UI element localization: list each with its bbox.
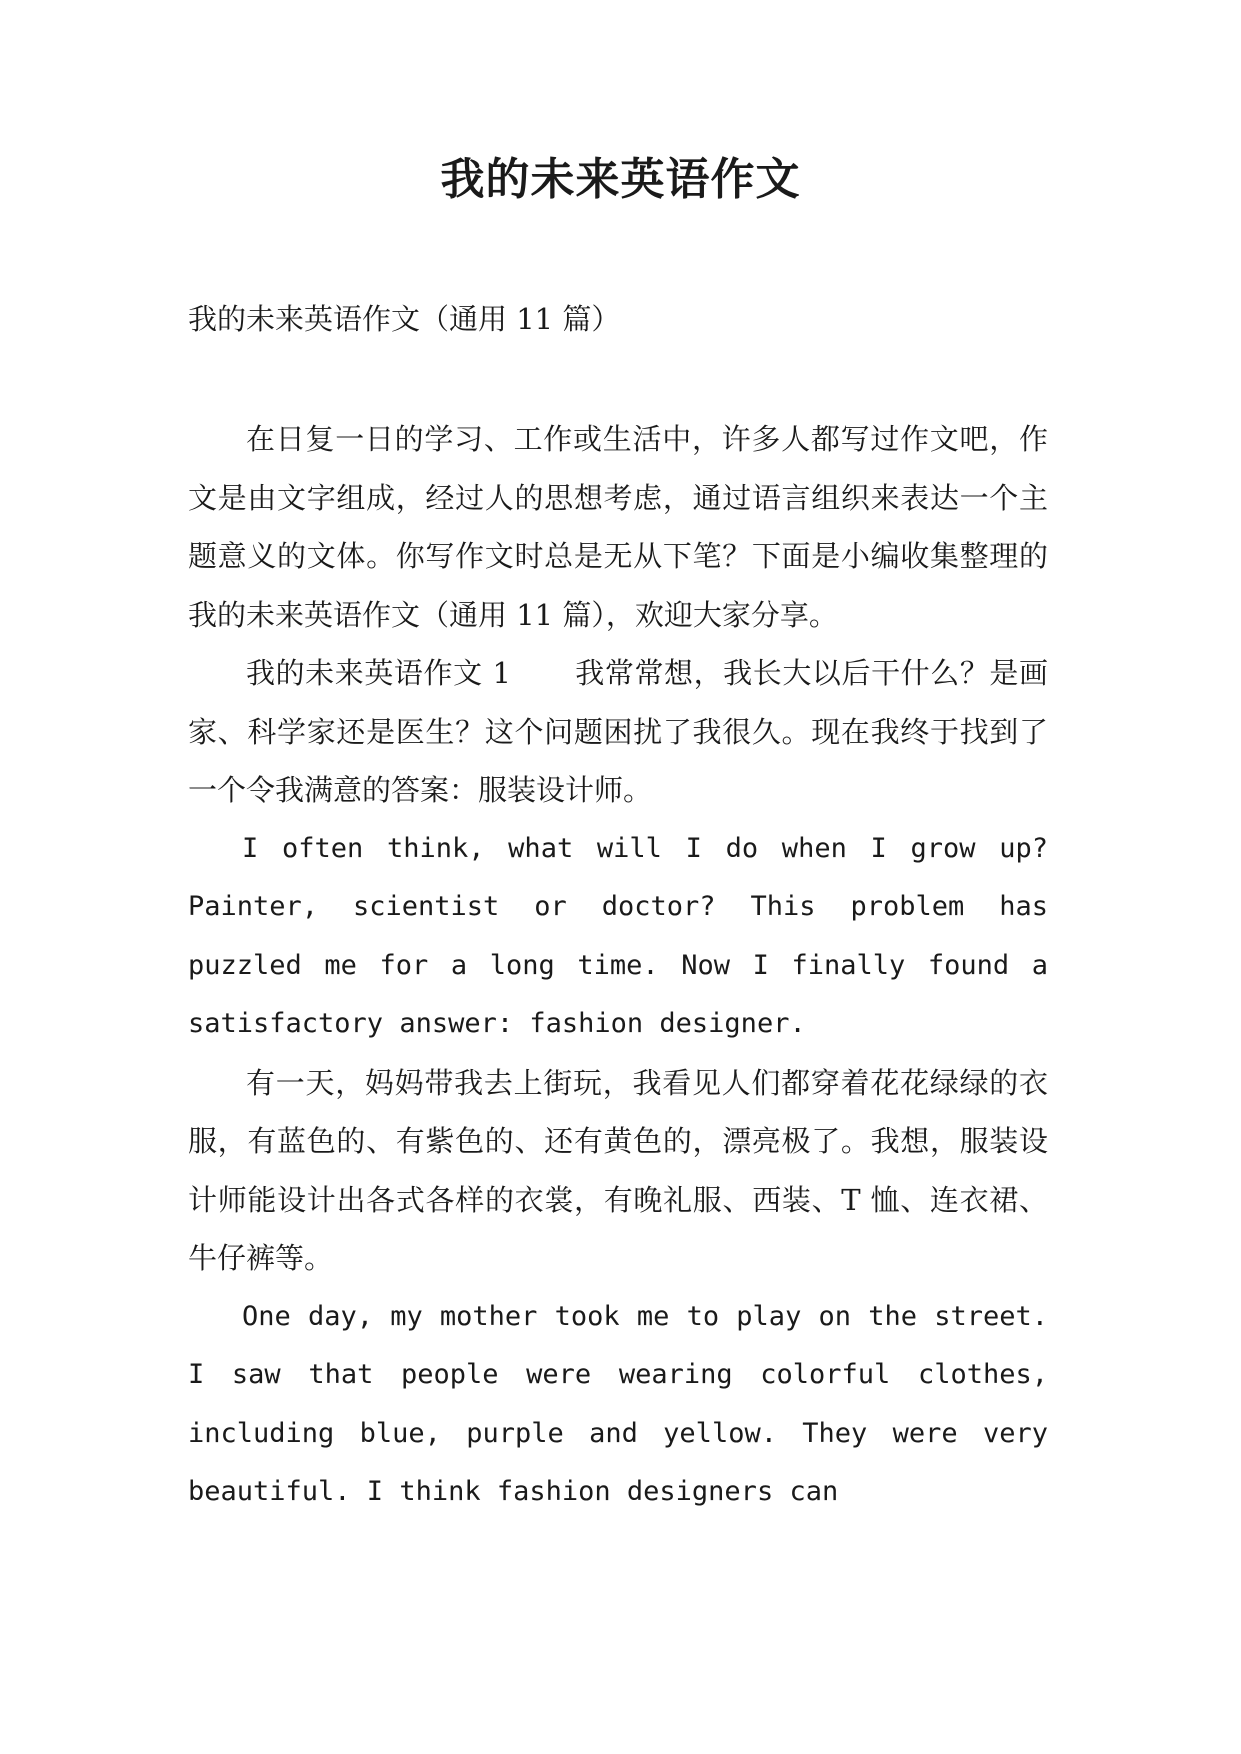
essay1-chinese-paragraph-1 xyxy=(188,644,1048,820)
essay-heading: 我的未来英语作文 1 xyxy=(246,656,511,690)
essay1-chinese-text-1: 我常常想，我长大以后干什么？是画家、科学家还是医生？这个问题困扰了我很久。现在我终于找到了一个令我满意的答案：服装设计师。 xyxy=(188,656,1048,807)
essay1-chinese-paragraph-2: 有一天，妈妈带我去上街玩，我看见人们都穿着花花绿绿的衣服，有蓝色的、有紫色的、还有黄色的，漂亮极了。我想，服装设计师能设计出各式各样的衣裳，有晚礼服、西装、T 恤、连衣裙、牛仔裤等。 xyxy=(188,1065,1048,1275)
essay1-english-paragraph-1: I often think, what will I do when I grow up? Painter, scientist or doctor? This problem has puzzled me for a long time. Now I finally found a satisfactory answer: fashion designer. xyxy=(188,832,1048,1039)
document-title: 我的未来英语作文 xyxy=(440,154,801,205)
document-body xyxy=(188,290,1048,1522)
essay1-english-paragraph-2: One day, my mother took me to play on the street. I saw that people were wearing colorful clothes, including blue, purple and yellow. They were very beautiful. I think fashion designers can xyxy=(188,1300,1048,1507)
intro-paragraph: 在日复一日的学习、工作或生活中，许多人都写过作文吧，作文是由文字组成，经过人的思想考虑，通过语言组织来表达一个主题意义的文体。你写作文时总是无从下笔？下面是小编收集整理的我的未来英语作文（通用 11 篇），欢迎大家分享。 xyxy=(188,422,1048,632)
document-subtitle: 我的未来英语作文（通用 11 篇） xyxy=(188,302,621,336)
